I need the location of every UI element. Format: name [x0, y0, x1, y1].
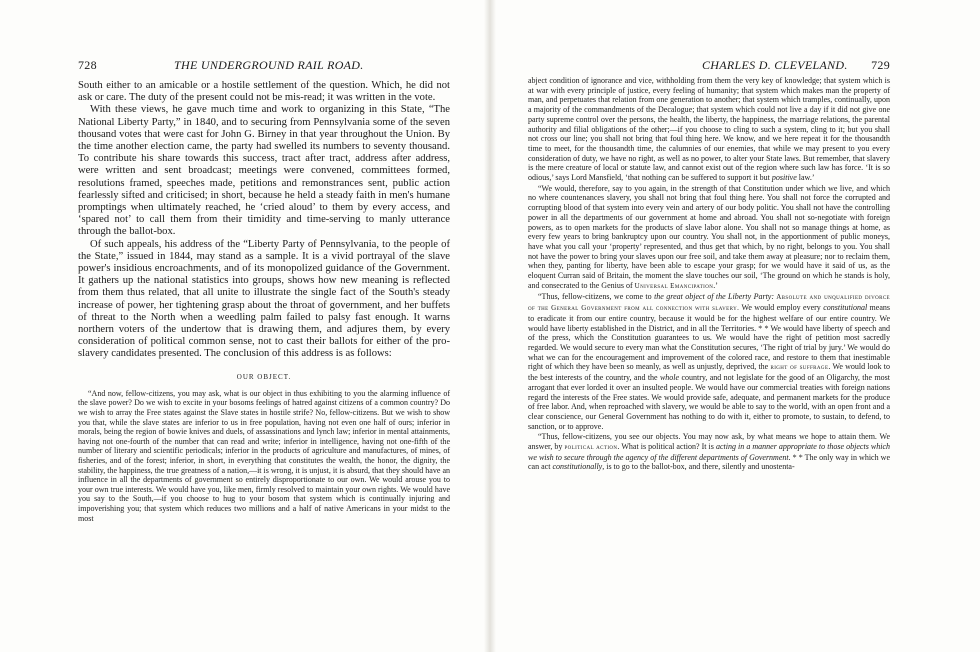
page-number: 728 [78, 58, 97, 72]
text-run: We would employ every [739, 303, 824, 313]
italic-run: whole [659, 373, 680, 383]
italic-run: constitutionally [552, 462, 603, 472]
text-run: law.’ [796, 173, 815, 183]
right-page [490, 0, 980, 652]
text-run: abject condition of ignorance and vice, withholding from them the very key of knowledge; that system which is at war with every principle of justice, every feeling of humanity; that system which makes man the property of man, and perpetuates that relation from one generation to another; that system which tramples, continually, upon a majority of the commandments of the Decalogue; that system which could not live a day if it did not give one party supreme control over the persons, the health, the liberty, the happiness, the marriage relations, the parental authority and filial obligations of the other;—if you choose to cling to such a system, cling to it; but you shall not cross our line; you shall not bring that foul thing here. We know, and we here repeat it for the thousandth time to meet, for the thousandth time, the calumnies of our enemies, that while we may present to you every consideration of duty, we have no right, as well as no power, to alter your State laws. But remember, that slavery is the mere creature of local or statute law, and cannot exist out of the region where such law has force. ‘It is so odious,’ says Lord Mansfield, ‘that nothing can be suffered to support it but [528, 76, 890, 183]
text-run: “Thus, fellow-citizens, we come to [538, 292, 655, 302]
left-body-text [78, 80, 450, 523]
running-title: CHARLES D. CLEVELAND. [702, 58, 848, 72]
text-run: means to eradicate it from our entire country, because it would be for the highest welfare of our entire country. We would have liberty established in the District, and in all the Territories. * * We would have liberty of speech and of the press, which the Constitution guarantees to us. We would have the right of petition most sacredly regarded. We would secure to every man what the Constitution secures, ‘The right of trial by jury.’ We would do what we can for the encouragement and improvement of the colored race, and restore to them that inestimable right of which they have been so meanly, as well as unjustly, deprived, the [528, 303, 890, 372]
text-run: country, and not legislate for the good of an Oligarchy, the most arrogant that ever lorded it over an insulted people. We would have our commercial treaties with foreign nations regard the interests of the Free states. We would provide safe, adequate, and permanent markets for the produce of free labor. And, when reproached with slavery, we would be able to say to the world, with an open front and a clear conscience, our General Government has nothing to do with it, either to promote, to sustain, to defend, to sanction, or to approve. [528, 373, 890, 431]
text-run: . We would look to the best interests of the country, and the [528, 362, 890, 383]
paragraph [528, 292, 890, 431]
italic-run: acting in a manner appropriate to those objects which we wish to secure through the agency of the different departments of Government. [528, 442, 890, 462]
italic-run: positive [771, 173, 797, 183]
paragraph: With these views, he gave much time and work to organizing in this State, “The National Liberty Party,” in 1840, and to securing from Pennsylvania some of the seven thousand votes that were cast for John G. Birney in that year throughout the Union. By the time another election came, the party had swelled its numbers to seventy thousand. To contribute his share towards this success, tract after tract, address after address, were written and sent broadcast; meetings were convened, committees formed, resolutions framed, speeches made, petitions and remonstrances sent, public action fearlessly sifted and criticised; in short, because he held a steady faith in men's humane promptings when ultimately reached, he ‘cried aloud’ to them by every access, and ‘spared not’ to call them from their timidity and time-serving to manly utterance through the ballot-box. [78, 104, 450, 238]
small-caps-run: Universal Emancipation [634, 281, 714, 290]
italic-run: the great object of the Liberty Party: [654, 292, 775, 302]
text-run: “We would, therefore, say to you again, in the strength of that Constitution under which we live, and which no where countenances slavery, you shall not bring that foul thing here. You shall not force the corrupted and corrupting blood of that system into every vein and artery of our body politic. You shall not have the controlling power in all the departments of our government at home and abroad. You shall not so-negotiate with foreign powers, as to open markets for the products of slave labor alone. You shall not so manage things at home, as every few years to bring bankruptcy upon our country. You shall not, in the apportionment of public moneys, have what you call your ‘property’ represented, and thus get that which, by no right, belongs to you. You shall not have the power to bring your slaves upon our free soil, and take them away at pleasure; nor to reclaim them, when they, panting for liberty, have been able to escape your grasp; for we would have it said of us, as the eloquent Curran said of Britain, the moment the slave touches our soil, ‘The ground on which he stands is holy, and consecrated to the Genius of [528, 183, 890, 290]
text-run: .’ [713, 280, 718, 290]
right-body-text [528, 76, 890, 473]
paragraph: Of such appeals, his address of the “Liberty Party of Pennsylvania, to the people of the State,” issued in 1844, may stand as a sample. It is a vivid portrayal of the slave power's insidious encroachments, and of its monopolized guidance of the Government. It gathers up the national statistics into groups, shows how new meaning is reflected from them thus related, that all unite to illustrate the single fact of the South's steady increase of power, her tightening grasp about the throat of government, and her buffets of threat to the North when a weedling palm failed to palsy fast enough. It warns northern voters of the undertow that is drawing them, and adjures them, by every consideration of political common sense, not to cast their ballots for either of the pro-slavery candidates presented. The conclusion of this address is as follows: [78, 238, 450, 360]
italic-run: constitutional [823, 303, 868, 313]
paragraph [528, 432, 890, 472]
section-subheading: OUR OBJECT. [236, 372, 292, 381]
page-number: 729 [871, 58, 890, 72]
text-run: . What is political action? It is [617, 442, 716, 452]
text-run: “Thus, fellow-citizens, you see our objects. You may now ask, by what means we hope to attain them. We answer, by [528, 432, 890, 452]
text-run: * * The only way in which we can act [528, 452, 890, 472]
paragraph: South either to an amicable or a hostile settlement of the question. Which, he did not ask or care. The duty of the present could not be mis-read; it was written in the vote. [78, 80, 450, 104]
text-run: , is to go to the ballot-box, and there, silently and unostenta- [602, 462, 795, 472]
quote-paragraph: “And now, fellow-citizens, you may ask, what is our object in thus exhibiting to you the alarming influence of the slave power? Do we wish to excite in your bosoms feelings of hatred against citizens of a common country? Do we wish to array the Free states against the Slave states in hostile strife? No, fellow-citizens. But we wish to show you that, while the slave states are inferior to us in free population, having not even one half of ours; inferior in morals, being the region of bowie knives and duels, of assassinations and lynch law; inferior in mental attainments, having not one-fourth of the number that can read and write; inferior in intelligence, having not one-fifth of the number of literary and scientific periodicals; inferior in the products of agriculture and manufactures, of mines, of fisheries, and of the forest; inferior, in short, in everything that constitutes the wealth, the honor, the dignity, the stability, the happiness, the true greatness of a nation,—it is wrong, it is unjust, it is absurd, that they should have an influence in all the departments of government so entirely disproportionate to our own. We would arouse you to your own true interests. We would have you, like men, firmly resolved to maintain your own rights. We would have you say to the South,—if you choose to hug to your bosom that system which is continually injuring and impoverishing you; that system which reduces two millions and a half of native Americans in your midst to the most [78, 388, 450, 523]
small-caps-run: right of suffrage [770, 363, 829, 372]
small-caps-run: Absolute and unqualified divorce of the General Government from all connection with slavery. [528, 293, 891, 313]
paragraph [528, 184, 890, 292]
running-title: THE UNDERGROUND RAIL ROAD. [174, 58, 364, 72]
address-quote [78, 389, 450, 523]
small-caps-run: political action [564, 443, 618, 452]
paragraph [528, 76, 890, 183]
